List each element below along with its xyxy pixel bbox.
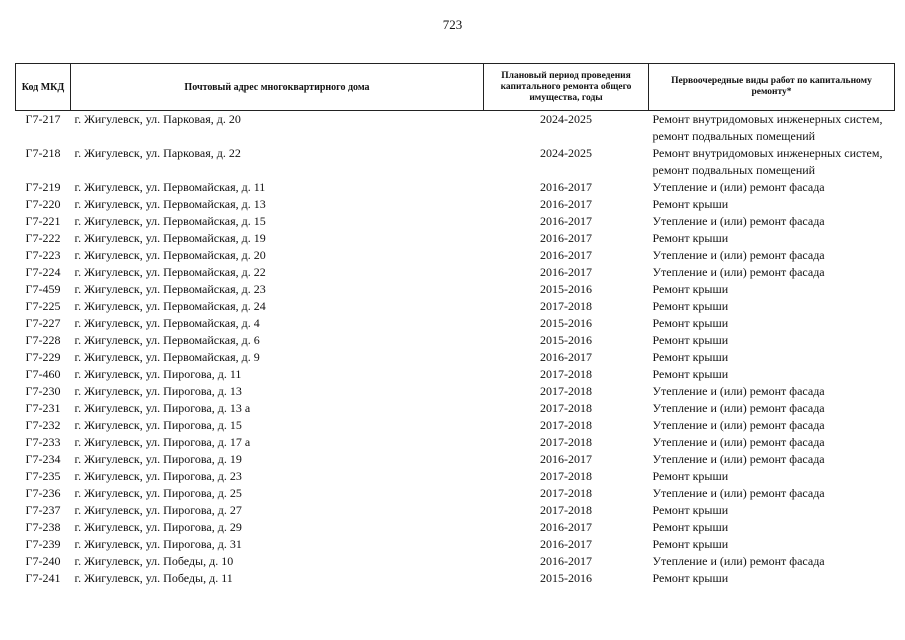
address-cell: г. Жигулевск, ул. Пирогова, д. 27 [74,503,242,517]
period-cell: 2015-2016 [540,282,592,296]
works-cell: Утепление и (или) ремонт фасада [652,214,825,228]
code-cell: Г7-227 [25,316,61,330]
code-cell: Г7-224 [25,265,61,279]
works-cell: Утепление и (или) ремонт фасада [652,248,825,262]
address-cell: г. Жигулевск, ул. Пирогова, д. 13 а [74,401,251,415]
repair-schedule-table [15,63,895,587]
address-cell: г. Жигулевск, ул. Первомайская, д. 9 [74,350,260,364]
table-row [16,247,895,264]
address-cell: г. Жигулевск, ул. Пирогова, д. 17 а [74,435,251,449]
address-cell: г. Жигулевск, ул. Парковая, д. 20 [74,112,241,126]
address-cell: г. Жигулевск, ул. Пирогова, д. 11 [74,367,242,381]
period-cell: 2016-2017 [540,554,592,568]
code-cell: Г7-459 [25,282,61,296]
works-cell: Ремонт крыши [652,231,729,245]
address-cell: г. Жигулевск, ул. Победы, д. 11 [74,571,233,585]
table-row [16,196,895,213]
table-row [16,519,895,536]
code-cell: Г7-223 [25,248,61,262]
table-row [16,383,895,400]
works-cell: Утепление и (или) ремонт фасада [652,435,825,449]
address-cell: г. Жигулевск, ул. Пирогова, д. 23 [74,469,242,483]
works-cell: Ремонт крыши [652,537,729,551]
code-cell: Г7-228 [25,333,61,347]
header-period: Плановый период проведения капитального ремонта общего имущества, годы [484,64,649,111]
table-row [16,145,895,179]
works-cell: Утепление и (или) ремонт фасада [652,418,825,432]
table-row [16,400,895,417]
address-cell: г. Жигулевск, ул. Парковая, д. 22 [74,146,241,160]
code-cell: Г7-217 [25,112,61,126]
period-cell: 2017-2018 [540,486,592,500]
period-cell: 2015-2016 [540,316,592,330]
period-cell: 2017-2018 [540,435,592,449]
code-cell: Г7-238 [25,520,61,534]
works-cell: Ремонт крыши [652,197,729,211]
works-cell: Ремонт внутридомовых инженерных систем, ремонт подвальных помещений [652,146,883,177]
address-cell: г. Жигулевск, ул. Первомайская, д. 13 [74,197,266,211]
works-cell: Ремонт крыши [652,520,729,534]
works-cell: Утепление и (или) ремонт фасада [652,384,825,398]
address-cell: г. Жигулевск, ул. Первомайская, д. 23 [74,282,266,296]
period-cell: 2016-2017 [540,452,592,466]
address-cell: г. Жигулевск, ул. Пирогова, д. 15 [74,418,242,432]
address-cell: г. Жигулевск, ул. Пирогова, д. 25 [74,486,242,500]
address-cell: г. Жигулевск, ул. Пирогова, д. 19 [74,452,242,466]
code-cell: Г7-221 [25,214,61,228]
table-row [16,111,895,146]
table-row [16,570,895,587]
works-cell: Утепление и (или) ремонт фасада [652,452,825,466]
period-cell: 2016-2017 [540,265,592,279]
address-cell: г. Жигулевск, ул. Пирогова, д. 29 [74,520,242,534]
table-row [16,349,895,366]
table-row [16,315,895,332]
period-cell: 2017-2018 [540,503,592,517]
table-row [16,485,895,502]
code-cell: Г7-232 [25,418,61,432]
period-cell: 2017-2018 [540,418,592,432]
header-address: Почтовый адрес многоквартирного дома [71,64,484,111]
table-row [16,451,895,468]
works-cell: Ремонт крыши [652,282,729,296]
period-cell: 2016-2017 [540,537,592,551]
period-cell: 2017-2018 [540,299,592,313]
period-cell: 2015-2016 [540,333,592,347]
code-cell: Г7-218 [25,146,61,160]
address-cell: г. Жигулевск, ул. Пирогова, д. 31 [74,537,242,551]
address-cell: г. Жигулевск, ул. Первомайская, д. 20 [74,248,266,262]
table-row [16,298,895,315]
table-row [16,434,895,451]
code-cell: Г7-233 [25,435,61,449]
period-cell: 2015-2016 [540,571,592,585]
table-body [16,111,895,588]
table-row [16,332,895,349]
works-cell: Ремонт крыши [652,299,729,313]
works-cell: Утепление и (или) ремонт фасада [652,486,825,500]
period-cell: 2016-2017 [540,231,592,245]
works-cell: Утепление и (или) ремонт фасада [652,401,825,415]
period-cell: 2024-2025 [540,112,592,126]
code-cell: Г7-222 [25,231,61,245]
code-cell: Г7-219 [25,180,61,194]
code-cell: Г7-239 [25,537,61,551]
address-cell: г. Жигулевск, ул. Первомайская, д. 6 [74,333,260,347]
works-cell: Утепление и (или) ремонт фасада [652,180,825,194]
code-cell: Г7-229 [25,350,61,364]
table-row [16,468,895,485]
address-cell: г. Жигулевск, ул. Первомайская, д. 19 [74,231,266,245]
works-cell: Утепление и (или) ремонт фасада [652,554,825,568]
period-cell: 2016-2017 [540,197,592,211]
period-cell: 2017-2018 [540,384,592,398]
header-code: Код МКД [16,64,71,111]
code-cell: Г7-231 [25,401,61,415]
address-cell: г. Жигулевск, ул. Победы, д. 10 [74,554,234,568]
period-cell: 2017-2018 [540,367,592,381]
table-row [16,230,895,247]
address-cell: г. Жигулевск, ул. Первомайская, д. 22 [74,265,266,279]
table-header [16,64,895,111]
code-cell: Г7-237 [25,503,61,517]
code-cell: Г7-241 [25,571,61,585]
address-cell: г. Жигулевск, ул. Первомайская, д. 15 [74,214,266,228]
works-cell: Ремонт крыши [652,469,729,483]
works-cell: Ремонт крыши [652,571,729,585]
works-cell: Ремонт крыши [652,316,729,330]
works-cell: Ремонт внутридомовых инженерных систем, ремонт подвальных помещений [652,112,883,143]
works-cell: Ремонт крыши [652,333,729,347]
table-row [16,417,895,434]
table-row [16,553,895,570]
address-cell: г. Жигулевск, ул. Первомайская, д. 4 [74,316,260,330]
period-cell: 2016-2017 [540,350,592,364]
table-row [16,366,895,383]
period-cell: 2017-2018 [540,401,592,415]
page-number: 723 [442,17,463,32]
period-cell: 2016-2017 [540,214,592,228]
code-cell: Г7-220 [25,197,61,211]
period-cell: 2016-2017 [540,180,592,194]
code-cell: Г7-460 [25,367,61,381]
table-row [16,536,895,553]
table-row [16,264,895,281]
code-cell: Г7-234 [25,452,61,466]
works-cell: Ремонт крыши [652,367,729,381]
code-cell: Г7-225 [25,299,61,313]
address-cell: г. Жигулевск, ул. Пирогова, д. 13 [74,384,242,398]
works-cell: Ремонт крыши [652,350,729,364]
address-cell: г. Жигулевск, ул. Первомайская, д. 24 [74,299,266,313]
table-row [16,502,895,519]
period-cell: 2017-2018 [540,469,592,483]
header-row [16,64,895,111]
works-cell: Утепление и (или) ремонт фасада [652,265,825,279]
works-cell: Ремонт крыши [652,503,729,517]
header-works: Первоочередные виды работ по капитальному ремонту* [649,64,895,111]
table-row [16,281,895,298]
table-row [16,179,895,196]
address-cell: г. Жигулевск, ул. Первомайская, д. 11 [74,180,266,194]
period-cell: 2024-2025 [540,146,592,160]
period-cell: 2016-2017 [540,520,592,534]
code-cell: Г7-230 [25,384,61,398]
period-cell: 2016-2017 [540,248,592,262]
table-row [16,213,895,230]
code-cell: Г7-235 [25,469,61,483]
code-cell: Г7-240 [25,554,61,568]
code-cell: Г7-236 [25,486,61,500]
